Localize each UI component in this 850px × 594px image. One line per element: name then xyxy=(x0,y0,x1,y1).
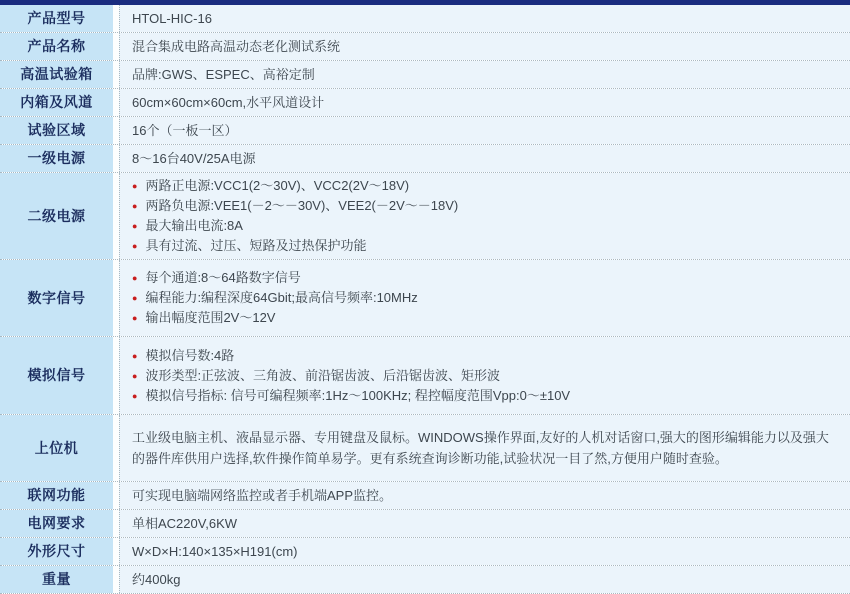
spec-row xyxy=(0,61,850,89)
spec-value-cell xyxy=(119,33,850,60)
spec-value-cell xyxy=(119,415,850,481)
spec-label: 高温试验箱 xyxy=(20,66,93,83)
bullet-icon: ● xyxy=(132,370,138,381)
spec-row xyxy=(0,89,850,117)
spec-value-text: 编程能力:编程深度64Gbit;最高信号频率:10MHz xyxy=(145,290,418,305)
spec-label-cell xyxy=(0,538,113,565)
spec-value-cell xyxy=(119,337,850,414)
spec-row xyxy=(0,566,850,594)
spec-value-text: 可实现电脑端网络监控或者手机端APP监控。 xyxy=(132,488,393,503)
bullet-item xyxy=(132,366,570,386)
spec-value-text: 16个（一板一区） xyxy=(132,123,238,138)
bullet-item xyxy=(132,176,458,196)
spec-row xyxy=(0,117,850,145)
spec-row xyxy=(0,510,850,538)
bullet-item xyxy=(132,196,458,216)
spec-value-cell xyxy=(119,260,850,336)
spec-value-text: 具有过流、过压、短路及过热保护功能 xyxy=(145,238,367,253)
bullet-icon: ● xyxy=(132,293,138,303)
spec-label: 产品名称 xyxy=(27,38,86,55)
spec-value-text: 品牌:GWS、ESPEC、高裕定制 xyxy=(132,67,315,82)
spec-label: 上位机 xyxy=(34,439,79,456)
spec-label-cell xyxy=(0,260,113,336)
bullet-list xyxy=(132,176,458,256)
spec-value-text: 输出幅度范围2V～12V xyxy=(145,310,276,325)
spec-label-cell xyxy=(0,510,113,537)
spec-value-text: 单相AC220V,6KW xyxy=(132,516,238,531)
spec-label: 模拟信号 xyxy=(27,367,86,384)
spec-value-text: 约400kg xyxy=(132,572,181,587)
spec-value-cell xyxy=(119,566,850,593)
spec-value-text: W×D×H:140×135×H191(cm) xyxy=(132,544,298,559)
spec-value-cell xyxy=(119,538,850,565)
spec-value-text: 8～16台40V/25A电源 xyxy=(132,151,256,166)
bullet-item xyxy=(132,288,418,308)
bullet-icon: ● xyxy=(132,313,138,323)
bullet-item xyxy=(132,236,458,256)
spec-row xyxy=(0,538,850,566)
bullet-list xyxy=(132,346,570,406)
spec-row xyxy=(0,415,850,482)
spec-label: 产品型号 xyxy=(27,10,86,27)
bullet-item xyxy=(132,346,570,366)
bullet-item xyxy=(132,216,458,236)
bullet-icon: ● xyxy=(132,201,138,211)
spec-label: 电网要求 xyxy=(27,515,86,532)
bullet-item xyxy=(132,268,418,288)
spec-label-cell xyxy=(0,337,113,414)
spec-label: 数字信号 xyxy=(27,289,86,306)
spec-label-cell xyxy=(0,61,113,88)
spec-value-text: 模拟信号数:4路 xyxy=(145,347,235,363)
bullet-list xyxy=(132,268,418,328)
bullet-item xyxy=(132,308,418,328)
bullet-icon: ● xyxy=(132,390,138,401)
spec-label: 二级电源 xyxy=(27,207,86,224)
spec-row xyxy=(0,5,850,33)
spec-row xyxy=(0,145,850,173)
spec-value-text: 混合集成电路高温动态老化测试系统 xyxy=(132,39,341,54)
bullet-icon: ● xyxy=(132,221,138,231)
spec-value-cell xyxy=(119,482,850,509)
spec-label: 重量 xyxy=(42,571,71,588)
spec-label-cell xyxy=(0,415,113,481)
spec-value-text: 波形类型:正弦波、三角波、前沿锯齿波、后沿锯齿波、矩形波 xyxy=(145,367,501,383)
spec-label: 一级电源 xyxy=(27,150,86,167)
spec-label-cell xyxy=(0,145,113,172)
spec-value-cell xyxy=(119,5,850,32)
spec-value-text: 模拟信号指标: 信号可编程频率:1Hz～100KHz; 程控幅度范围Vpp:0～±10V xyxy=(145,387,571,403)
spec-value-cell xyxy=(119,117,850,144)
spec-value-cell xyxy=(119,61,850,88)
bullet-icon: ● xyxy=(132,273,138,283)
spec-value-cell xyxy=(119,173,850,259)
bullet-icon: ● xyxy=(132,241,138,251)
spec-label-cell xyxy=(0,33,113,60)
spec-value-text: 最大输出电流:8A xyxy=(145,218,243,233)
bullet-icon: ● xyxy=(132,181,138,191)
bullet-icon: ● xyxy=(132,350,138,361)
spec-value-text: 60cm×60cm×60cm,水平风道设计 xyxy=(132,95,325,110)
spec-label-cell xyxy=(0,566,113,593)
spec-row xyxy=(0,173,850,260)
spec-value-text: 两路正电源:VCC1(2～30V)、VCC2(2V～18V) xyxy=(145,178,410,193)
spec-value-text: 工业级电脑主机、液晶显示器、专用键盘及鼠标。WINDOWS操作界面,友好的人机对话窗口,强大的图形编辑能力以及强大的器件库供用户选择,软件操作简单易学。更有系统查询诊断功能,试验状况一目了然,方便用户随时查验。 xyxy=(132,430,829,466)
bullet-item xyxy=(132,386,570,406)
spec-value-text: 两路负电源:VEE1(－2～－30V)、VEE2(－2V～－18V) xyxy=(145,198,459,213)
spec-row xyxy=(0,337,850,415)
spec-label-cell xyxy=(0,5,113,32)
spec-label-cell xyxy=(0,117,113,144)
spec-label: 试验区域 xyxy=(27,122,86,139)
spec-row xyxy=(0,482,850,510)
spec-label-cell xyxy=(0,173,113,259)
spec-row xyxy=(0,33,850,61)
spec-table xyxy=(0,5,850,594)
spec-label: 联网功能 xyxy=(27,487,86,504)
spec-value-cell xyxy=(119,510,850,537)
spec-row xyxy=(0,260,850,337)
spec-label-cell xyxy=(0,482,113,509)
spec-label: 内箱及风道 xyxy=(20,94,93,111)
spec-label-cell xyxy=(0,89,113,116)
spec-value-cell xyxy=(119,145,850,172)
spec-label: 外形尺寸 xyxy=(27,543,86,560)
spec-value-text: HTOL-HIC-16 xyxy=(132,11,212,26)
spec-value-cell xyxy=(119,89,850,116)
spec-value-text: 每个通道:8～64路数字信号 xyxy=(145,270,301,285)
